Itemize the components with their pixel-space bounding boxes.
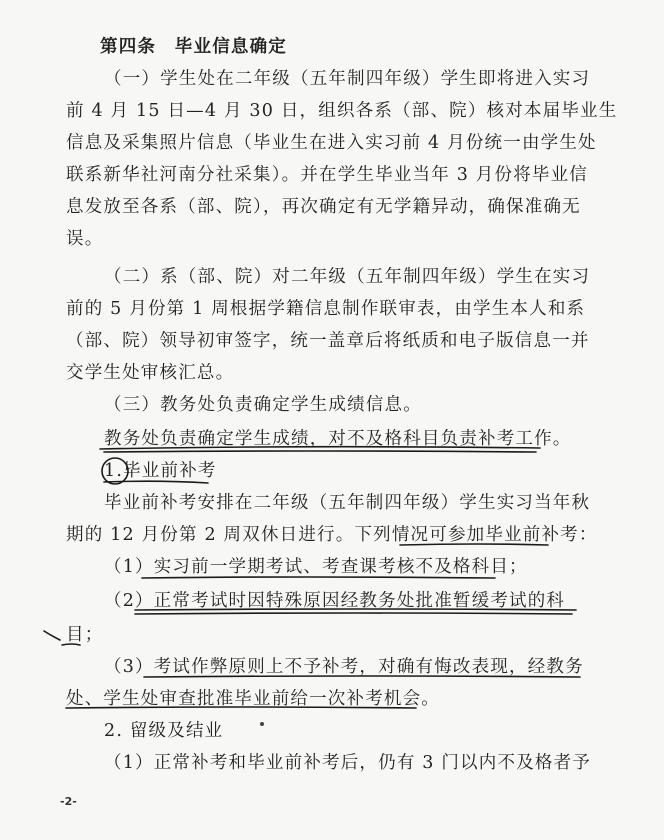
paragraph-line: 毕业前补考安排在二年级（五年制四年级）学生实习当年秋: [104, 493, 591, 513]
list-item: （1）实习前一学期考试、考查课考核不及格科目；: [104, 557, 528, 577]
paragraph-line: （二）系（部、院）对二年级（五年制四年级）学生在实习: [104, 267, 591, 287]
paragraph-line: 交学生处审核汇总。: [66, 363, 235, 383]
list-item: （1）正常补考和毕业前补考后，仍有 3 门以内不及格者予: [104, 753, 591, 773]
list-item: 目；: [66, 625, 104, 645]
paragraph-line: 联系新华社河南分社采集）。并在学生毕业当年 3 月份将毕业信: [66, 165, 589, 185]
paragraph-line: 误。: [66, 229, 104, 249]
paragraph-line: （三）教务处负责确定学生成绩信息。: [104, 395, 422, 415]
list-item: 处、学生处审查批准毕业前给一次补考机会。: [66, 689, 440, 709]
paragraph-line: 教务处负责确定学生成绩，对不及格科目负责补考工作。: [104, 429, 572, 449]
subheading: 1.毕业前补考: [104, 461, 217, 481]
paragraph-line: （部、院）领导初审签字，统一盖章后将纸质和电子版信息一并: [66, 331, 590, 351]
paragraph-line: 前 4 月 15 日—4 月 30 日，组织各系（部、院）核对本届毕业生: [66, 101, 618, 121]
stray-mark: [260, 722, 264, 726]
underline: [135, 613, 572, 614]
paragraph-line: 信息及采集照片信息（毕业生在进入实习前 4 月份统一由学生处: [66, 133, 597, 153]
paragraph-line: 息发放至各系（部、院），再次确定有无学籍异动，确保准确无: [66, 197, 581, 217]
page-number: -2-: [60, 795, 77, 808]
paragraph-line: 前的 5 月份第 1 周根据学籍信息制作联审表，由学生本人和系: [66, 299, 586, 319]
subheading: 2. 留级及结业: [104, 721, 224, 741]
paragraph-line: （一）学生处在二年级（五年制四年级）学生即将进入实习: [104, 69, 591, 89]
underline: [44, 631, 60, 640]
list-item: （2）正常考试时因特殊原因经教务处批准暂缓考试的科: [104, 591, 566, 611]
underline: [104, 451, 536, 452]
article-heading: 第四条 毕业信息确定: [100, 37, 287, 57]
list-item: （3）考试作弊原则上不予补考，对确有悔改表现，经教务: [104, 657, 584, 677]
paragraph-line: 期的 12 月份第 2 周双休日进行。下列情况可参加毕业前补考：: [66, 525, 598, 545]
